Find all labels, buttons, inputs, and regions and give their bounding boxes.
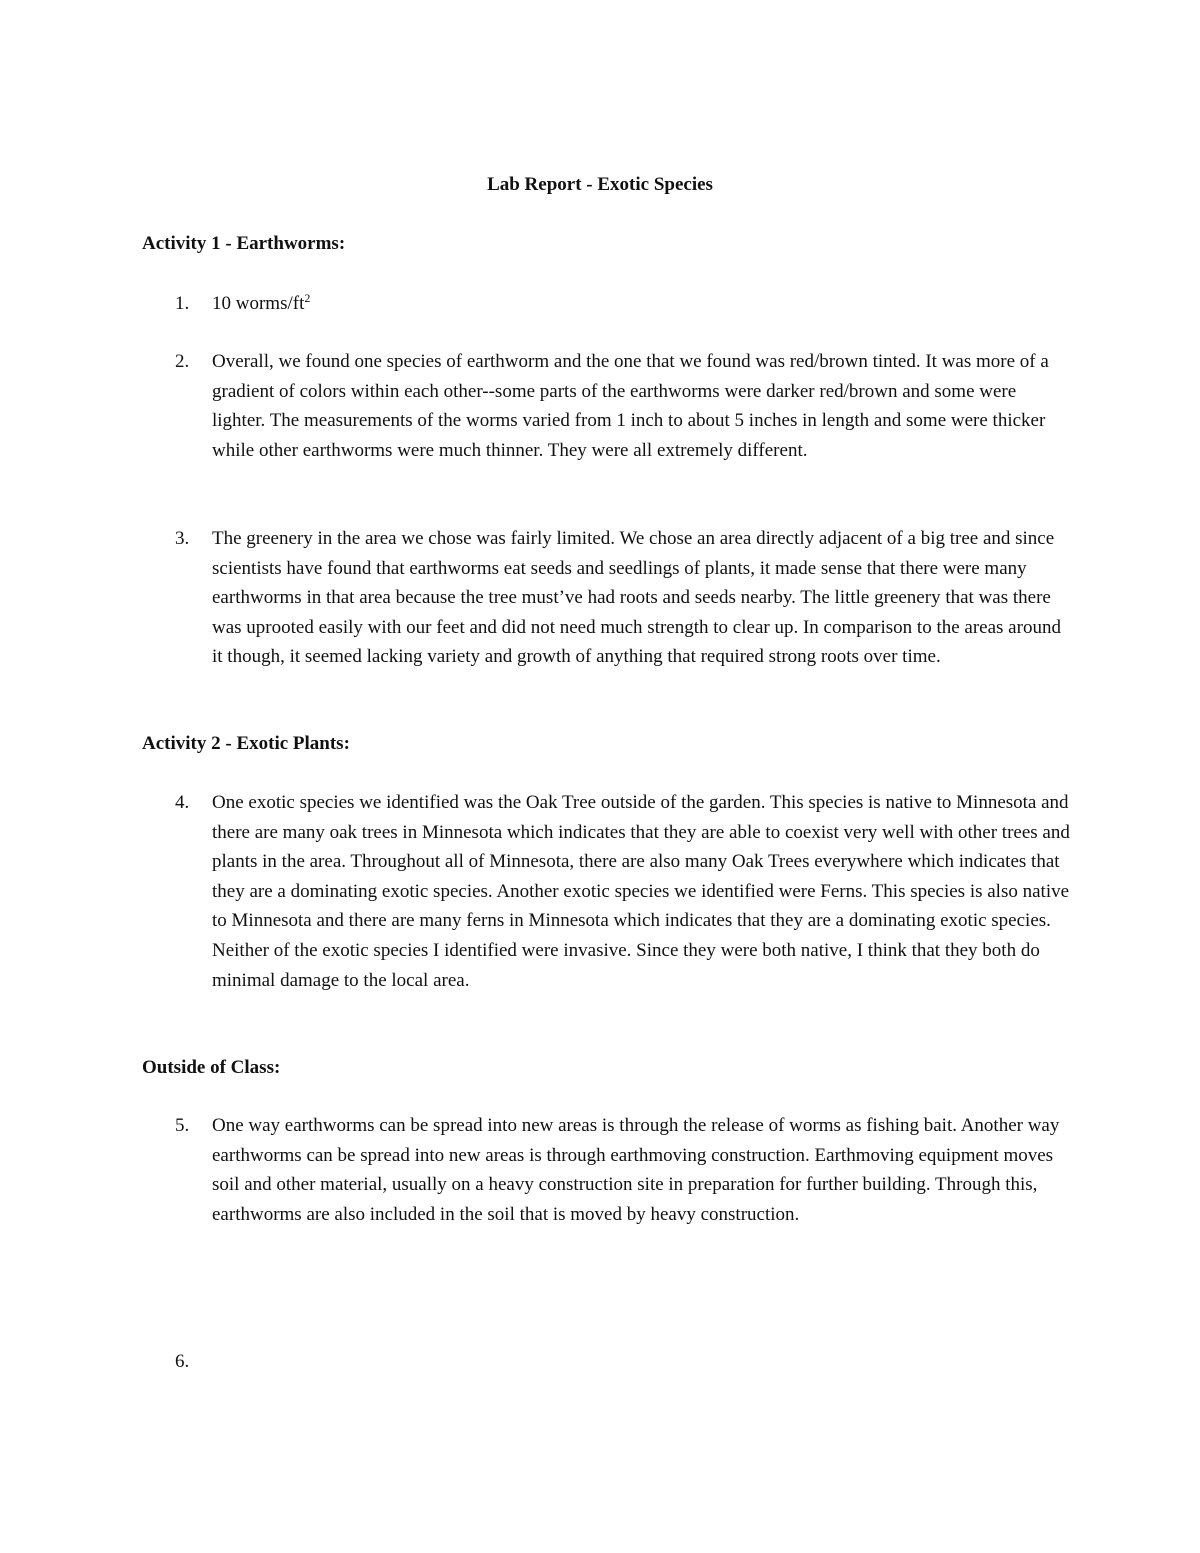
document-title: Lab Report - Exotic Species bbox=[487, 174, 713, 195]
superscript: 2 bbox=[304, 291, 311, 305]
list-item-number: 4. bbox=[175, 792, 190, 813]
list-item-5 bbox=[142, 1111, 1072, 1229]
list-item-text: The greenery in the area we chose was fairly limited. We chose an area directly adjacent of a big tree and since scientists have found that earthworms eat seeds and seedlings of plants, it made sense that there were many earthworms in that area because the tree must’ve had roots and seeds nearby. The little greenery that was there was uprooted easily with our feet and did not need much strength to clear up. In comparison to the areas around it though, it seemed lacking variety and growth of anything that required strong roots over time. bbox=[212, 528, 1061, 668]
section-heading-activity-1: Activity 1 - Earthworms: bbox=[142, 233, 346, 254]
list-item-2 bbox=[142, 347, 1072, 465]
list-item-text: One way earthworms can be spread into new areas is through the release of worms as fishing bait. Another way earthworms can be spread into new areas is through earthmoving construction. Earthmoving equipment moves soil and other material, usually on a heavy construction site in preparation for further building. Through this, earthworms are also included in the soil that is moved by heavy construction. bbox=[212, 1115, 1060, 1225]
list-item-number: 1. bbox=[175, 293, 190, 314]
list-item-number: 6. bbox=[175, 1351, 190, 1372]
list-item-3 bbox=[142, 524, 1072, 672]
list-item-number: 2. bbox=[175, 351, 190, 372]
section-heading-outside-of-class: Outside of Class: bbox=[142, 1057, 281, 1078]
list-item-number: 3. bbox=[175, 528, 190, 549]
list-item-text: Overall, we found one species of earthworm and the one that we found was red/brown tinted. It was more of a gradient of colors within each other--some parts of the earthworms were darker red/brown and some were lighter. The measurements of the worms varied from 1 inch to about 5 inches in length and some were thicker while other earthworms were much thinner. They were all extremely different. bbox=[212, 351, 1049, 461]
list-item-number: 5. bbox=[175, 1115, 190, 1136]
list-item-1 bbox=[142, 289, 1072, 319]
list-item-4 bbox=[142, 788, 1072, 995]
list-item-text: One exotic species we identified was the Oak Tree outside of the garden. This species is native to Minnesota and there are many oak trees in Minnesota which indicates that they are able to coexist very well with other trees and plants in the area. Throughout all of Minnesota, there are also many Oak Trees everywhere which indicates that they are a dominating exotic species. Another exotic species we identified were Ferns. This species is also native to Minnesota and there are many ferns in Minnesota which indicates that they are a dominating exotic species. Neither of the exotic species I identified were invasive. Since they were both native, I think that they both do minimal damage to the local area. bbox=[212, 792, 1070, 991]
measurement-value: 10 worms/ft bbox=[212, 293, 305, 314]
section-heading-activity-2: Activity 2 - Exotic Plants: bbox=[142, 733, 350, 754]
list-item-text bbox=[212, 289, 1072, 319]
